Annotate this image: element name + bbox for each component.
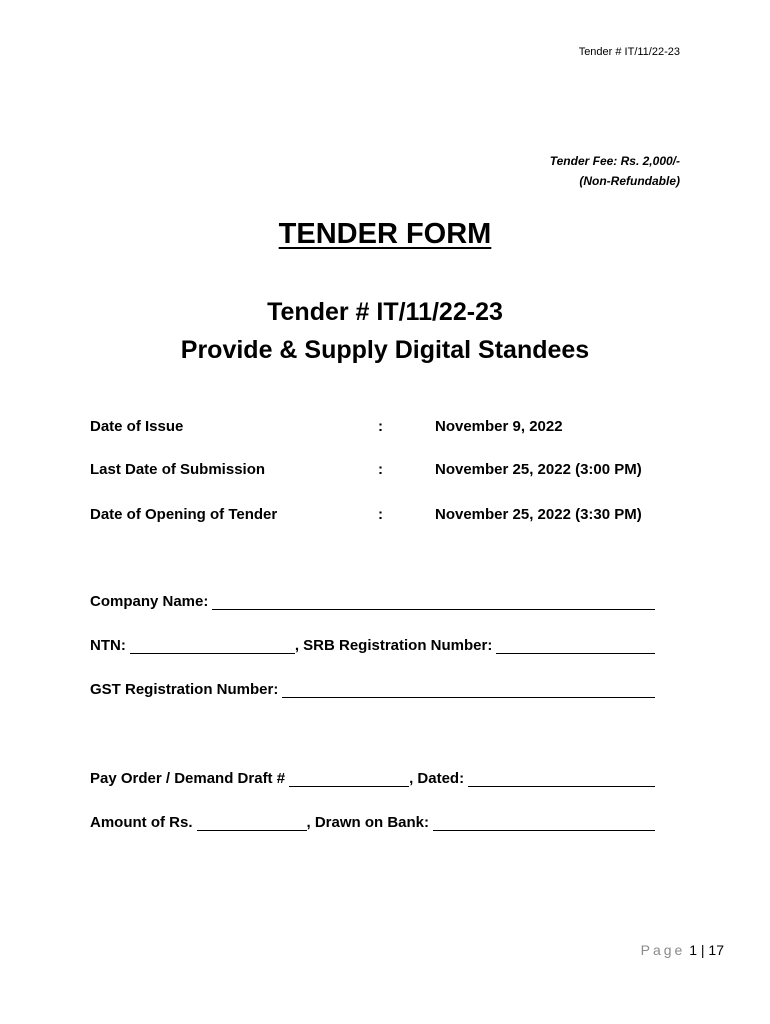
title-text: TENDER FORM: [278, 218, 492, 250]
gst-blank[interactable]: [282, 681, 655, 698]
info-value: November 25, 2022 (3:30 PM): [435, 506, 642, 523]
company-name-row: [90, 588, 655, 610]
pay-order-label: Pay Order / Demand Draft #: [90, 770, 286, 787]
header-tender-reference: Tender # IT/11/22-23: [578, 46, 680, 58]
srb-blank[interactable]: [496, 637, 655, 654]
company-name-label: Company Name:: [90, 593, 209, 610]
info-colon: :: [378, 461, 383, 478]
amount-blank[interactable]: [197, 814, 307, 831]
info-label: Date of Opening of Tender: [90, 506, 278, 523]
pay-order-blank[interactable]: [289, 770, 409, 787]
tender-fee-note: (Non-Refundable): [579, 174, 680, 188]
dated-label: , Dated:: [409, 770, 465, 787]
page-footer: [641, 942, 724, 958]
gst-row: [90, 676, 655, 698]
info-label: Last Date of Submission: [90, 461, 266, 478]
page-current: 1: [689, 942, 697, 958]
page-label: Page: [640, 942, 686, 958]
drawn-blank[interactable]: [433, 814, 655, 831]
tender-subject: Provide & Supply Digital Standees: [180, 336, 590, 364]
dated-blank[interactable]: [468, 770, 655, 787]
pay-order-row: [90, 765, 655, 787]
info-colon: :: [378, 506, 383, 523]
info-row-date-of-opening: [90, 506, 670, 526]
gst-label: GST Registration Number:: [90, 681, 279, 698]
info-row-last-date-of-submission: [90, 461, 670, 481]
tender-fee: Tender Fee: Rs. 2,000/-: [549, 154, 680, 168]
ntn-blank[interactable]: [130, 637, 295, 654]
amount-label: Amount of Rs.: [90, 814, 193, 831]
info-label: Date of Issue: [90, 418, 184, 435]
info-row-date-of-issue: [90, 418, 670, 438]
info-value: November 9, 2022: [435, 418, 563, 435]
info-colon: :: [378, 418, 383, 435]
ntn-label: NTN:: [90, 637, 126, 654]
ntn-srb-row: [90, 632, 655, 654]
page-title: [0, 218, 770, 251]
info-value: November 25, 2022 (3:00 PM): [435, 461, 642, 478]
amount-row: [90, 809, 655, 831]
srb-label: , SRB Registration Number:: [294, 637, 493, 654]
company-name-blank[interactable]: [212, 593, 655, 610]
tender-number: Tender # IT/11/22-23: [267, 298, 503, 326]
page-separator: |: [700, 942, 705, 958]
page-total: 17: [708, 942, 724, 958]
drawn-label: , Drawn on Bank:: [306, 814, 430, 831]
